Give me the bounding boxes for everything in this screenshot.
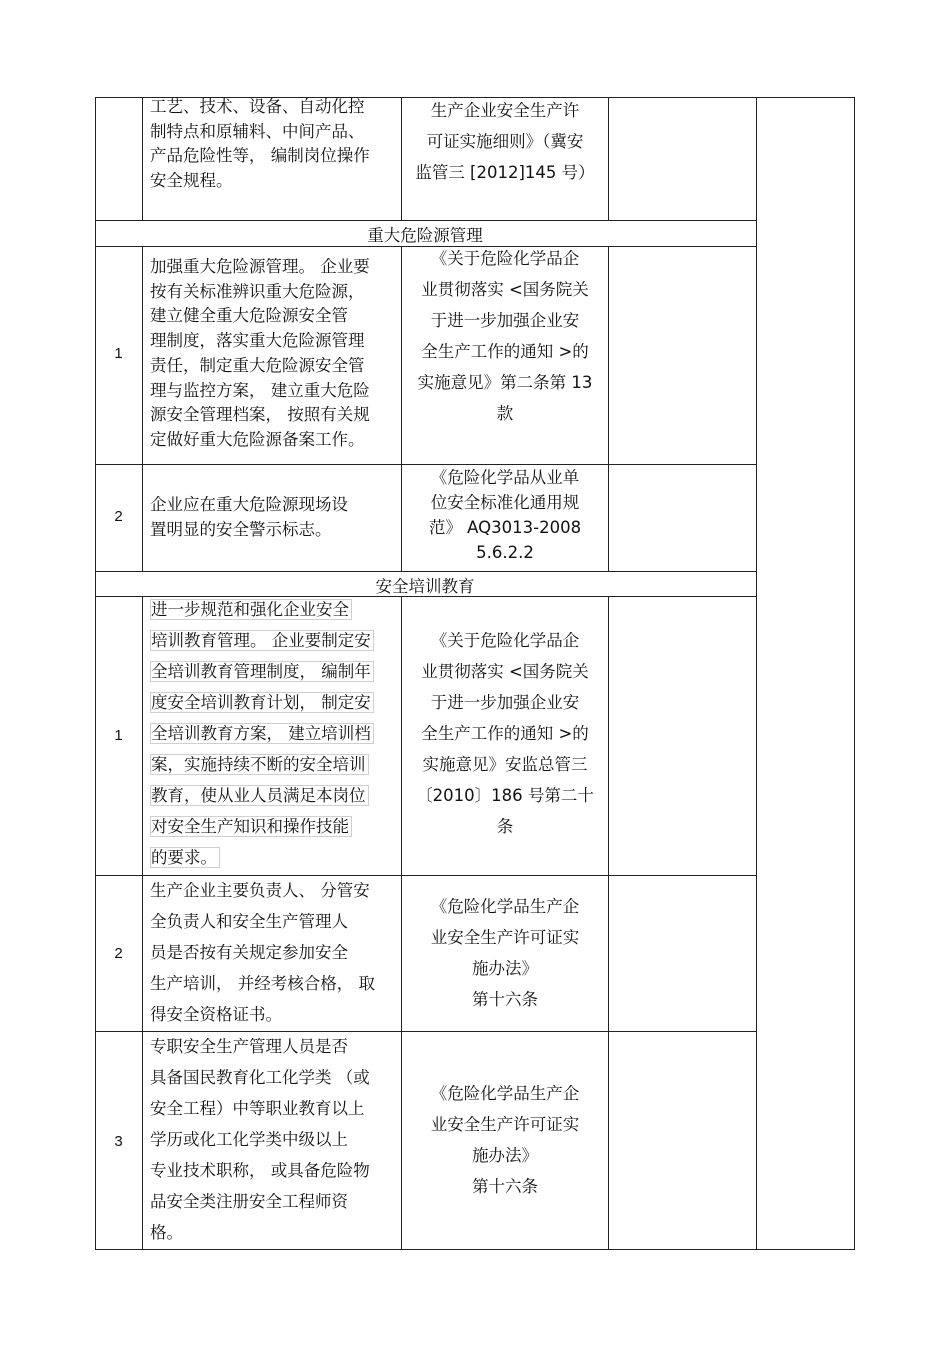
description-line: 全培训教育管理制度， 编制年 bbox=[150, 661, 374, 682]
item-number: 2 bbox=[114, 508, 123, 525]
rule-num bbox=[142, 97, 143, 220]
description-line: 教育，使从业人员满足本岗位 bbox=[150, 785, 369, 806]
rule-num bbox=[142, 596, 143, 1250]
rule-left bbox=[95, 97, 96, 1250]
rule-num bbox=[142, 246, 143, 571]
item-description: 生产企业主要负责人、 分管安 全负责人和安全生产管理人 员是否按有关规定参加安全 生产培训， 并经考核合格， 取 得安全资格证书。 bbox=[150, 881, 375, 1024]
rule-ref bbox=[608, 246, 609, 571]
item-number: 2 bbox=[114, 945, 123, 962]
item-number: 3 bbox=[114, 1133, 123, 1150]
item-description: 工艺、技术、设备、自动化控 制特点和原辅料、中间产品、 产品危险性等， 编制岗位操作 安全规程。 bbox=[150, 97, 370, 191]
item-number: 1 bbox=[114, 727, 123, 744]
rule-desc bbox=[401, 596, 402, 1250]
item-reference: 《关于危险化学品企 业贯彻落实 <国务院关 于进一步加强企业安 全生产工作的通知 >的 实施意见》安监总管三 〔2010〕186 号第二十 条 bbox=[416, 631, 594, 836]
rule-desc bbox=[401, 97, 402, 220]
description-line: 培训教育管理。 企业要制定安 bbox=[150, 630, 374, 651]
rule-bottom bbox=[95, 1249, 855, 1250]
item-description: 专职安全生产管理人员是否 具备国民教育化工化学类 （或 安全工程）中等职业教育以上 学历或化工化学类中级以上 专业技术职称， 或具备危险物 品安全类注册安全工程师资 格。 bbox=[150, 1037, 370, 1242]
section-title: 重大危险源管理 bbox=[367, 226, 483, 245]
item-reference: 生产企业安全生产许 可证实施细则》（冀安 监管三 [2012]145 号） bbox=[415, 101, 595, 182]
item-description: 企业应在重大危险源现场设 置明显的安全警示标志。 bbox=[150, 495, 348, 539]
rule-row bbox=[95, 220, 756, 221]
rule-ref bbox=[608, 596, 609, 1250]
item-reference: 《危险化学品从业单 位安全标准化通用规 范》 AQ3013-2008 5.6.2.2 bbox=[428, 468, 582, 562]
description-line: 度安全培训教育计划， 制定安 bbox=[150, 692, 374, 713]
item-number: 1 bbox=[114, 345, 123, 362]
item-reference: 《危险化学品生产企 业安全生产许可证实 施办法》 第十六条 bbox=[430, 1084, 580, 1196]
description-line: 对安全生产知识和操作技能 bbox=[150, 816, 352, 837]
rule-row bbox=[95, 571, 756, 572]
section-title: 安全培训教育 bbox=[375, 577, 475, 596]
rule-desc bbox=[401, 246, 402, 571]
description-line: 案，实施持续不断的安全培训 bbox=[150, 754, 369, 775]
rule-right bbox=[854, 97, 855, 1250]
description-line: 全培训教育方案， 建立培训档 bbox=[150, 723, 374, 744]
rule-result bbox=[756, 97, 757, 1250]
description-line: 的要求。 bbox=[150, 847, 220, 868]
item-reference: 《危险化学品生产企 业安全生产许可证实 施办法》 第十六条 bbox=[430, 897, 580, 1009]
description-line: 进一步规范和强化企业安全 bbox=[150, 599, 352, 620]
item-description bbox=[150, 594, 395, 873]
item-reference: 《关于危险化学品企 业贯彻落实 <国务院关 于进一步加强企业安 全生产工作的通知 >的 实施意见》第二条第 13 款 bbox=[417, 249, 593, 423]
rule-ref bbox=[608, 97, 609, 220]
inspection-table bbox=[95, 97, 855, 1250]
item-description: 加强重大危险源管理。 企业要 按有关标准辨识重大危险源， 建立健全重大危险源安全管 理制度，落实重大危险源管理 责任，制定重大危险源安全管 理与监控方案， 建立重大危险 源安全管理档案， 按照有关规 定做好重大危险源备案工作。 bbox=[150, 257, 370, 449]
